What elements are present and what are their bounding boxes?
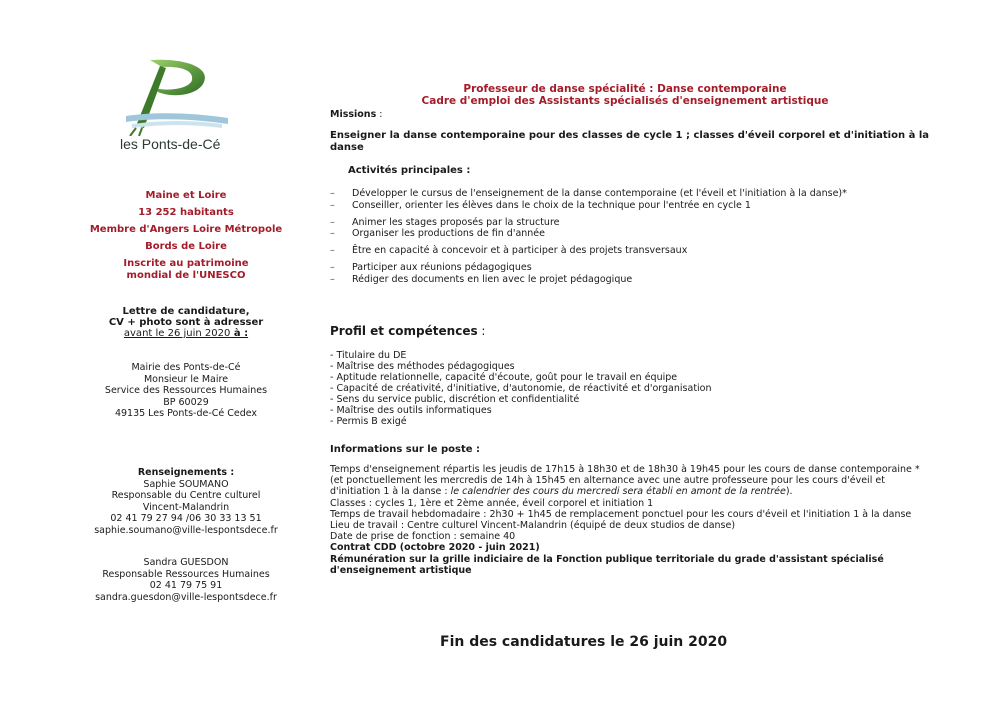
job-title <box>330 83 920 107</box>
address-line: BP 60029 <box>163 396 209 408</box>
title-line: Professeur de danse spécialité : Danse contemporaine <box>463 83 787 95</box>
missions-suffix: : <box>376 109 383 120</box>
logo <box>92 58 252 158</box>
profile-heading <box>330 324 930 338</box>
commune-line: Membre d'Angers Loire Métropole <box>89 224 283 235</box>
address-line: Mairie des Ponts-de-Cé <box>131 362 241 373</box>
address-line: 49135 Les Ponts-de-Cé Cedex <box>114 408 258 419</box>
apply-line: Lettre de candidature, <box>122 306 250 317</box>
workplace-line: Lieu de travail : Centre culturel Vincent-Malandrin (équipé de deux studios de danse) <box>330 520 736 532</box>
contact-email[interactable]: sandra.guesdon@ville-lespontsdece.fr <box>95 591 277 603</box>
deadline-suffix: à : <box>230 328 249 339</box>
post-info-text <box>330 464 920 576</box>
schedule-end: ). <box>785 486 793 498</box>
list-item: - Capacité de créativité, d'initiative, d'autonomie, de réactivité et d'organisation <box>330 383 712 394</box>
address-line: Monsieur le Maire <box>143 373 229 385</box>
list-item: - Titulaire du DE <box>330 350 407 361</box>
footer-deadline: Fin des candidatures le 26 juin 2020 <box>440 634 728 650</box>
activities-list <box>330 188 930 285</box>
start-date-line: Date de prise de fonction : semaine 40 <box>330 531 516 543</box>
activities-heading: Activités principales : <box>348 165 471 176</box>
commune-line: Bords de Loire <box>145 241 227 252</box>
profile-heading-text: Profil et compétences <box>330 324 478 338</box>
bullet-dash: – <box>330 245 335 256</box>
apply-line: CV + photo sont à adresser <box>108 317 264 328</box>
missions-heading: Missions <box>330 109 377 120</box>
contact-line: Vincent-Malandrin <box>142 501 230 513</box>
address-line: Service des Ressources Humaines <box>104 385 268 396</box>
logo-p-mark <box>92 58 252 136</box>
contact-line: Responsable du Centre culturel <box>111 490 261 501</box>
bullet-dash: – <box>330 188 335 199</box>
commune-line: 13 252 habitants <box>138 207 234 218</box>
bullet-dash: – <box>330 228 335 239</box>
activity-text: Conseiller, orienter les élèves dans le choix de la technique pour l'entrée en cycle 1 <box>352 199 751 211</box>
activity-text: Développer le cursus de l'enseignement de la danse contemporaine (et l'éveil et l'initiation à la danse)* <box>352 188 847 199</box>
contact-info <box>82 467 290 536</box>
contact-phone: 02 41 79 75 91 <box>149 580 223 591</box>
list-item: - Maîtrise des outils informatiques <box>330 405 492 416</box>
list-item <box>330 228 930 239</box>
list-item <box>330 188 930 199</box>
logo-text: les Ponts-de-Cé <box>120 136 221 152</box>
contact-line: Responsable Ressources Humaines <box>102 568 270 580</box>
schedule-note: le calendrier des cours du mercredi sera établi en amont de la rentrée <box>450 486 786 498</box>
bullet-dash: – <box>330 199 335 211</box>
contact-phone: 02 41 79 27 94 /06 30 33 13 51 <box>110 513 262 524</box>
work-time-line: Temps de travail hebdomadaire : 2h30 + 1h45 de remplacement ponctuel pour les cours d'éveil et l'initiation 1 à la danse <box>330 508 912 520</box>
list-item <box>330 245 930 256</box>
commune-line: Inscrite au patrimoine <box>123 258 249 269</box>
bullet-dash: – <box>330 273 335 285</box>
list-item <box>330 217 930 228</box>
subtitle-line: Cadre d'emploi des Assistants spécialisés d'enseignement artistique <box>421 95 829 107</box>
contact-info-hr <box>82 557 290 603</box>
list-item <box>330 262 930 273</box>
profile-heading-suffix: : <box>477 324 486 338</box>
list-item: - Permis B exigé <box>330 416 407 427</box>
application-instructions <box>82 306 290 339</box>
contact-line: Sandra GUESDON <box>143 557 229 568</box>
commune-line: mondial de l'UNESCO <box>126 270 246 281</box>
classes-line: Classes : cycles 1, 1ère et 2ème année, éveil corporel et initiation 1 <box>330 497 654 509</box>
activity-text: Être en capacité à concevoir et à participer à des projets transversaux <box>352 245 688 256</box>
apply-deadline <box>82 328 290 339</box>
list-item <box>330 274 930 285</box>
schedule-text: Temps d'enseignement répartis les jeudis de 17h15 à 18h30 et de 18h30 à 19h45 pour les cours de danse contemporaine *(et ponctuellement les mercredis de 14h à 15h45 en alternance avec une autre professeure pour les cours d'éveil et d'initiation 1 à la danse : <box>330 464 920 498</box>
bullet-dash: – <box>330 216 335 228</box>
missions-label <box>330 109 930 120</box>
deadline-text: avant le 26 juin 2020 <box>123 328 231 339</box>
postal-address <box>82 362 290 420</box>
list-item: - Aptitude relationnelle, capacité d'écoute, goût pour le travail en équipe <box>330 372 678 383</box>
contact-heading: Renseignements : <box>137 467 235 478</box>
missions-text: Enseigner la danse contemporaine pour des classes de cycle 1 ; classes d'éveil corporel et d'initiation à la danse <box>330 130 929 153</box>
activity-text: Organiser les productions de fin d'année <box>352 228 545 239</box>
activity-text: Participer aux réunions pédagogiques <box>352 262 532 273</box>
activity-text: Rédiger des documents en lien avec le projet pédagogique <box>352 273 633 285</box>
commune-info <box>82 190 290 287</box>
contact-email[interactable]: saphie.soumano@ville-lespontsdece.fr <box>94 524 278 536</box>
commune-line: Maine et Loire <box>145 190 227 201</box>
salary-line: Rémunération sur la grille indiciaire de la Fonction publique territoriale du grade d'assistant spécialisé d'enseignement artistique <box>330 553 884 576</box>
contract-line: Contrat CDD (octobre 2020 - juin 2021) <box>330 542 540 554</box>
list-item: - Maîtrise des méthodes pédagogiques <box>330 361 515 372</box>
list-item: - Sens du service public, discrétion et confidentialité <box>330 394 580 405</box>
profile-list <box>330 350 930 427</box>
post-info-heading: Informations sur le poste : <box>330 444 480 455</box>
contact-line: Saphie SOUMANO <box>143 478 229 490</box>
activity-text: Animer les stages proposés par la structure <box>352 216 560 228</box>
list-item <box>330 200 930 211</box>
schedule-paragraph <box>330 464 920 498</box>
bullet-dash: – <box>330 262 335 273</box>
